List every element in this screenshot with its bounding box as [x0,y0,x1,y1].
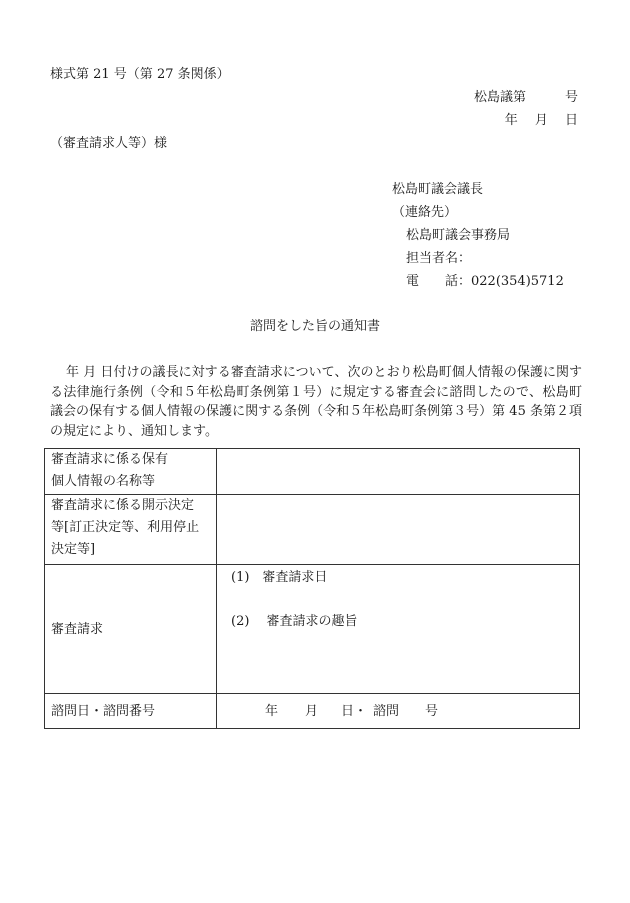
row4-year: 年 [265,704,279,719]
form-id: 様式第 21 号（第 27 条関係） [50,67,230,82]
row4-day: 日・ [341,704,368,719]
addressee: （審査請求人等）様 [50,136,168,151]
contact-office: 松島町議会事務局 [406,228,511,243]
document-title: 諮問をした旨の通知書 [249,319,380,334]
table-row [45,565,580,694]
label-cell [45,565,217,694]
notice-table [44,448,580,729]
row3-label: 審査請求 [51,621,104,637]
contact-person: 担当者名： [406,251,472,266]
contact-label: （連絡先） [392,205,458,220]
value-cell [217,495,580,565]
row2-label-line2: 等[訂正決定等、利用停止 [51,520,200,535]
row4-number: 号 [425,704,439,719]
row1-label-line2: 個人情報の名称等 [51,474,156,489]
contact-phone: 電 話：022(354)5712 [406,274,564,289]
date-line: 年 月 日 [504,113,578,128]
label-cell [45,495,217,565]
table-row [45,449,580,495]
row3-item1: (1) 審査請求日 [231,570,328,585]
row2-label-line3: 決定等] [51,542,96,557]
body-text: 年 月 日付けの議長に対する審査請求について、次のとおり松島町個人情報の保護に関する法律施行条例（令和５年松島町条例第１号）に規定する審査会に諮問したので、松島町議会の保有する個人情報の保護に関する条例（令和５年松島町条例第３号）第 45 条第２項の規定により、通知します。 [50,365,582,439]
row1-label-line1: 審査請求に係る保有 [51,452,169,467]
row4-month: 月 [305,704,319,719]
label-cell [45,694,217,729]
table-row [45,495,580,565]
value-cell [217,449,580,495]
label-cell [45,449,217,495]
row4-inquiry: 諮問 [373,704,400,719]
row3-item2: (2) 審査請求の趣旨 [231,614,358,629]
body-paragraph [50,363,582,441]
row2-label-line1: 審査請求に係る開示決定 [51,498,195,513]
row4-label: 諮問日・諮問番号 [51,703,156,719]
sender-title: 松島町議会議長 [392,182,484,197]
table-row [45,694,580,729]
value-cell [217,565,580,694]
document-number: 松島議第 号 [473,90,578,105]
value-cell [217,694,580,729]
